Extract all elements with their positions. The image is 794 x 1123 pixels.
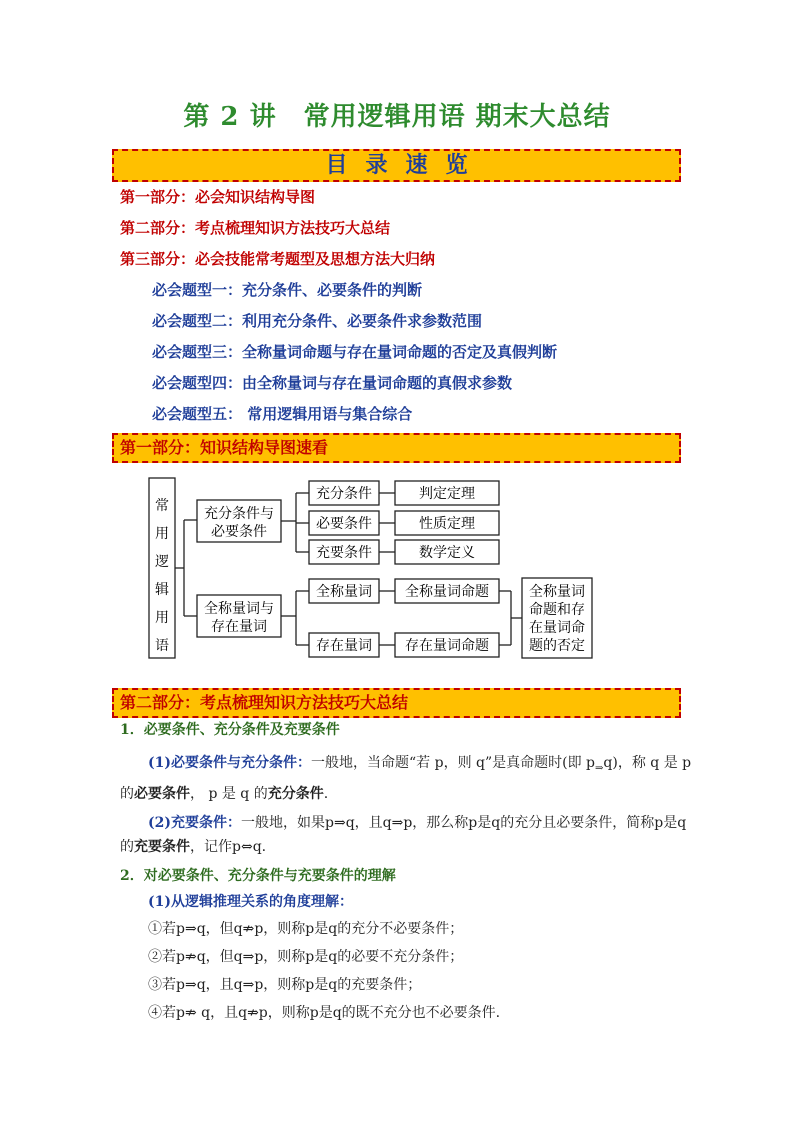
- toc-type-5: 必会题型五： 常用逻辑用语与集合综合: [152, 405, 413, 423]
- section2-heading: 第二部分：考点梳理知识方法技巧大总结: [120, 693, 409, 712]
- section2-subheading: (1)从逻辑推理关系的角度理解：: [148, 894, 353, 910]
- paragraph-text: 的: [120, 839, 134, 855]
- paragraph-label: (1)必要条件与充分条件：: [148, 755, 311, 771]
- list-item: ②若p⇏q，但q⇒p，则称p是q的必要不充分条件；: [148, 949, 464, 965]
- paragraph-text: .: [323, 786, 329, 802]
- list-item: ④若p⇏ q，且q⇏p，则称p是q的既不充分也不必要条件.: [148, 1005, 501, 1021]
- toc-type-4: 必会题型四：由全称量词与存在量词命题的真假求参数: [152, 374, 513, 392]
- section2-banner: [112, 688, 681, 718]
- bold-term: 充要条件: [134, 839, 190, 855]
- section1-heading: 第一部分：知识结构导图速看: [120, 438, 329, 457]
- paragraph-iff: [148, 812, 686, 832]
- list-item: ③若p⇒q，且q⇒p，则称p是q的充要条件；: [148, 977, 422, 993]
- branch2-leaf: 全称量词命题: [405, 584, 489, 600]
- branch1-item: 充要条件: [316, 545, 372, 561]
- toc-type-1: 必会题型一：充分条件、必要条件的判断: [152, 281, 423, 299]
- branch2-leaf: 存在量词命题: [405, 638, 489, 654]
- branch2-label: 存在量词: [211, 619, 267, 635]
- toc-type-2: 必会题型二：利用充分条件、必要条件求参数范围: [152, 312, 483, 330]
- paragraph-text: 一般地，如果p⇒q，且q⇒p，那么称p是q的充分且必要条件，简称p是q: [241, 815, 687, 831]
- branch2-item: 存在量词: [316, 638, 372, 654]
- final-line: 命题和存: [529, 602, 585, 618]
- branch1-item: 必要条件: [316, 516, 372, 532]
- root-char: 语: [155, 638, 169, 654]
- bold-term: 充分条件: [267, 786, 324, 802]
- paragraph-text: q)，称 q 是 p: [603, 755, 692, 771]
- root-char: 用: [155, 610, 169, 626]
- toc-banner: [112, 149, 681, 182]
- final-line: 题的否定: [529, 638, 585, 654]
- page-title: 第 2 讲 常用逻辑用语 期末大总结: [183, 102, 611, 132]
- branch1-item: 充分条件: [316, 486, 372, 502]
- paragraph-necessary-sufficient-cont: [120, 783, 328, 803]
- implies-arrow: ⇒: [595, 762, 604, 774]
- paragraph-iff-cont: [120, 836, 266, 856]
- root-char: 用: [155, 526, 169, 542]
- branch1-leaf: 数学定义: [419, 545, 475, 561]
- branch2-item: 全称量词: [316, 584, 372, 600]
- final-line: 全称量词: [529, 584, 585, 600]
- toc-part-3: 第三部分：必会技能常考题型及思想方法大归纳: [120, 250, 436, 268]
- root-char: 常: [155, 498, 169, 514]
- final-line: 在量词命: [529, 620, 585, 636]
- root-char: 辑: [155, 582, 169, 598]
- paragraph-text: ， p 是 q 的: [190, 786, 268, 802]
- branch1-leaf: 性质定理: [419, 516, 475, 532]
- section1-banner: [112, 433, 681, 463]
- branch1-label: 必要条件: [211, 524, 267, 540]
- paragraph-text: 的: [120, 786, 134, 802]
- list-item: ①若p⇒q，但q⇏p，则称p是q的充分不必要条件；: [148, 921, 464, 937]
- branch2-label: 全称量词与: [204, 601, 274, 617]
- section2-heading-1: 1．必要条件、充分条件及充要条件: [120, 722, 340, 738]
- section2-heading-2: 2．对必要条件、充分条件与充要条件的理解: [120, 868, 396, 884]
- branch1-label: 充分条件与: [204, 506, 274, 522]
- root-char: 逻: [155, 554, 169, 570]
- paragraph-label: (2)充要条件：: [148, 815, 241, 831]
- branch1-leaf: 判定定理: [419, 486, 475, 502]
- paragraph-text: 一般地，当命题“若 p，则 q”是真命题时(即 p: [311, 755, 596, 771]
- toc-type-3: 必会题型三：全称量词命题与存在量词命题的否定及真假判断: [152, 343, 558, 361]
- paragraph-necessary-sufficient: [148, 752, 691, 774]
- toc-part-1: 第一部分：必会知识结构导图: [120, 188, 316, 206]
- paragraph-text: ，记作p⇔q.: [190, 839, 267, 855]
- knowledge-structure-diagram: [140, 472, 610, 664]
- toc-heading: 目录速览: [325, 152, 486, 178]
- bold-term: 必要条件: [134, 786, 190, 802]
- toc-part-2: 第二部分：考点梳理知识方法技巧大总结: [120, 219, 391, 237]
